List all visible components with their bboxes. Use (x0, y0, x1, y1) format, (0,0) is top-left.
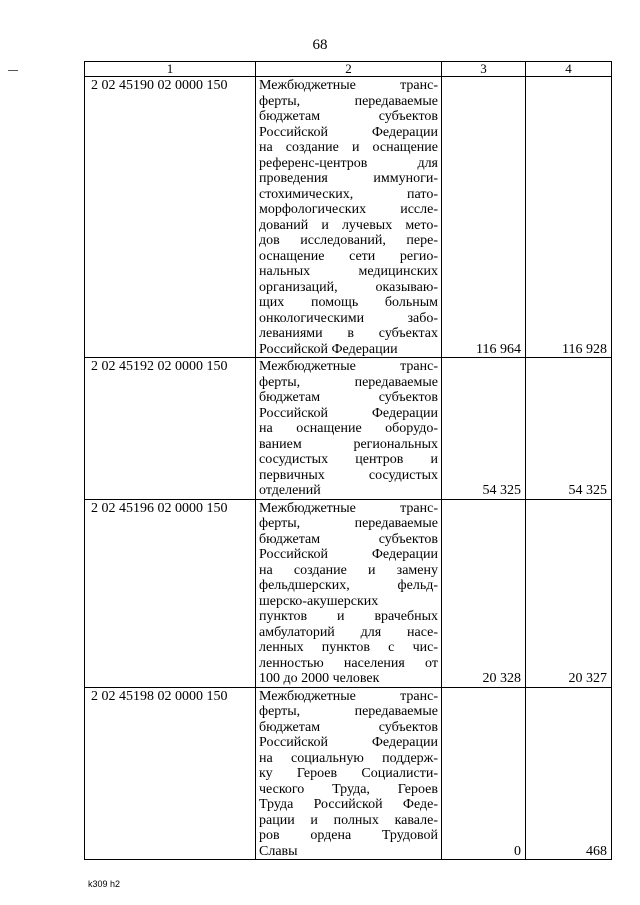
amount-col4: 54 325 (526, 358, 612, 500)
amount-col4: 468 (526, 687, 612, 860)
table-header-row (85, 62, 612, 77)
description-line: Российской Федерации (259, 735, 438, 750)
description-line: отделений (259, 483, 321, 498)
description-line: бюджетам субъектов (259, 109, 438, 124)
table-row (85, 77, 612, 358)
column-header-3: 3 (442, 62, 526, 77)
description-line: ферты, передаваемые (259, 516, 438, 531)
amount-col3: 116 964 (442, 77, 526, 358)
description-line: шерско-акушерских (259, 593, 379, 609)
description-line: Межбюджетные транс- (259, 78, 438, 93)
description-line: леваниями в субъектах (259, 326, 438, 341)
description-line: Российской Федерации (259, 341, 398, 357)
table-row (85, 499, 612, 687)
description-line: дований и лучевых мето- (259, 217, 438, 233)
page-number: 68 (312, 37, 328, 53)
budget-code: 2 02 45198 02 0000 150 (85, 687, 256, 860)
description-line: рации и полных кавале- (259, 812, 438, 828)
description-line: стохимических, пато- (259, 186, 438, 202)
description-line: оснащение сети регио- (259, 248, 438, 264)
table-row (85, 358, 612, 500)
description-line: фельдшерских, фельд- (259, 578, 438, 593)
table-row (85, 687, 612, 860)
margin-mark (8, 70, 18, 71)
description-line: бюджетам субъектов (259, 390, 438, 405)
description-line: Межбюджетные транс- (259, 688, 438, 704)
column-header-2: 2 (256, 62, 442, 77)
description-line: первичных сосудистых (259, 467, 438, 483)
description-line: ческого Труда, Героев (259, 781, 438, 797)
description-line: Российской Федерации (259, 547, 438, 562)
description-line: на создание и замену (259, 562, 438, 578)
description-line: ферты, передаваемые (259, 374, 438, 390)
budget-code: 2 02 45196 02 0000 150 (85, 499, 256, 687)
description-line: ленностью населения от (259, 655, 438, 671)
description-line: Славы (259, 843, 298, 859)
description-line: ров ордена Трудовой (259, 828, 438, 843)
description (256, 358, 442, 500)
column-header-4: 4 (526, 62, 612, 77)
footer-mark: k309 h2 (88, 879, 121, 889)
description-line: проведения иммуноги- (259, 171, 438, 186)
description-line: Межбюджетные транс- (259, 359, 438, 374)
description-line: Российской Федерации (259, 405, 438, 421)
description-line: нальных медицинских (259, 264, 438, 279)
amount-col3: 20 328 (442, 499, 526, 687)
description-line: на оснащение оборудо- (259, 421, 438, 436)
description (256, 499, 442, 687)
budget-code: 2 02 45190 02 0000 150 (85, 77, 256, 358)
description-line: онкологическими забо- (259, 310, 438, 326)
description-line: сосудистых центров и (259, 452, 438, 467)
description-line: пунктов и врачебных (259, 609, 438, 624)
description-line: ленных пунктов с чис- (259, 640, 438, 655)
description-line: дов исследований, пере- (259, 233, 438, 248)
column-header-1: 1 (85, 62, 256, 77)
description-line: ферты, передаваемые (259, 93, 438, 109)
budget-code: 2 02 45192 02 0000 150 (85, 358, 256, 500)
description-line: ванием региональных (259, 436, 438, 452)
amount-col4: 20 327 (526, 499, 612, 687)
budget-table (84, 61, 612, 860)
description (256, 77, 442, 358)
amount-col3: 0 (442, 687, 526, 860)
description-line: Труда Российской Феде- (259, 797, 438, 812)
description-line: организаций, оказываю- (259, 279, 438, 295)
description-line: на создание и оснащение (259, 140, 438, 155)
description-line: бюджетам субъектов (259, 531, 438, 547)
description-line: референс-центров для (259, 155, 438, 171)
description-line: ку Героев Социалисти- (259, 766, 438, 781)
description-line: щих помощь больным (259, 295, 438, 310)
amount-col3: 54 325 (442, 358, 526, 500)
description-line: Российской Федерации (259, 124, 438, 140)
description-line: на социальную поддерж- (259, 750, 438, 766)
description-line: бюджетам субъектов (259, 719, 438, 735)
description-line: морфологических иссле- (259, 202, 438, 217)
description-line: Межбюджетные транс- (259, 500, 438, 516)
description-line: 100 до 2000 человек (259, 671, 380, 686)
amount-col4: 116 928 (526, 77, 612, 358)
description-line: ферты, передаваемые (259, 704, 438, 719)
description (256, 687, 442, 860)
description-line: амбулаторий для насе- (259, 624, 438, 640)
